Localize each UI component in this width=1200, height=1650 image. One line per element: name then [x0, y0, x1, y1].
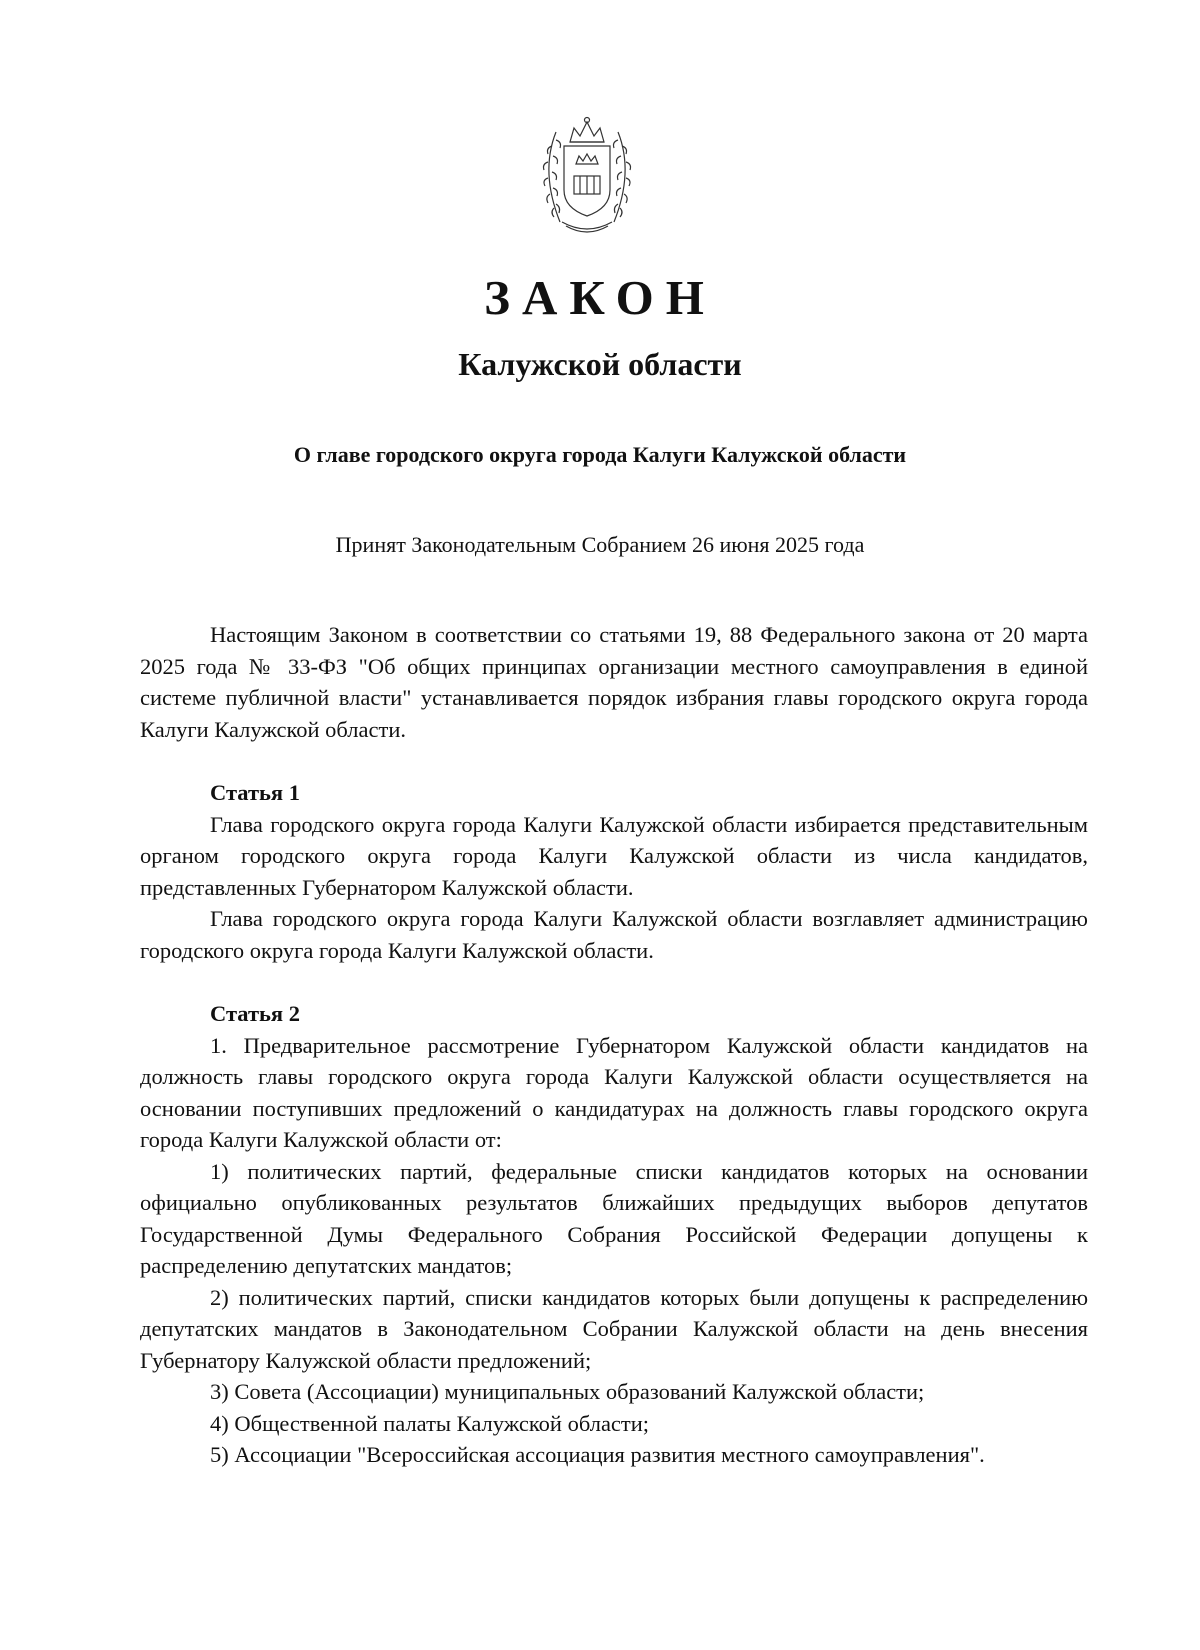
coat-of-arms-icon — [526, 112, 648, 240]
article-2-list-item: 3) Совета (Ассоциации) муниципальных образований Калужской области; — [210, 1379, 925, 1404]
article-1-paragraph: Глава городского округа города Калуги Калужской области возглавляет администрацию городского округа города Калуги Калужской области. — [140, 906, 1088, 963]
adoption-line: Принят Законодательным Собранием 26 июня 2025 года — [335, 532, 865, 557]
article-1-paragraph: Глава городского округа города Калуги Калужской области избирается представительным органом городского округа города Калуги Калужской области из числа кандидатов, представленных Губернатором Калужской области. — [140, 811, 1088, 900]
document-type-heading: ЗАКОН — [484, 270, 716, 325]
law-body — [140, 619, 1088, 1471]
article-2-list-item: 5) Ассоциации "Всероссийская ассоциация развития местного самоуправления". — [210, 1442, 985, 1467]
article-2-heading: Статья 2 — [210, 1001, 300, 1026]
region-heading: Калужской области — [458, 346, 742, 382]
article-2-list-item: 4) Общественной палаты Калужской области; — [210, 1410, 650, 1436]
article-1-heading: Статья 1 — [210, 780, 300, 805]
article-2-paragraph: 1. Предварительное рассмотрение Губернатором Калужской области кандидатов на должность главы городского округа города Калуги Калужской области осуществляется на основании поступивших предложений о кандидатурах на должность главы городского округа города Калуги Калужской области от: — [140, 1032, 1088, 1152]
preamble-paragraph: Настоящим Законом в соответствии со статьями 19, 88 Федерального закона от 20 марта 2025 года № 33-ФЗ "Об общих принципах организации местного самоуправления в единой системе публичной власти" устанавливается порядок избрания главы городского округа города Калуги Калужской области. — [140, 622, 1088, 742]
article-2-list-item: 1) политических партий, федеральные списки кандидатов которых на основании официально опубликованных результатов ближайших предыдущих выборов депутатов Государственной Думы Федерального Собрания Российской Федерации допущены к распределению депутатских мандатов; — [140, 1158, 1088, 1278]
article-2-list-item: 2) политических партий, списки кандидатов которых были допущены к распределению депутатских мандатов в Законодательном Собрании Калужской области на день внесения Губернатору Калужской области предложений; — [140, 1284, 1088, 1373]
law-title: О главе городского округа города Калуги Калужской области — [293, 442, 907, 467]
